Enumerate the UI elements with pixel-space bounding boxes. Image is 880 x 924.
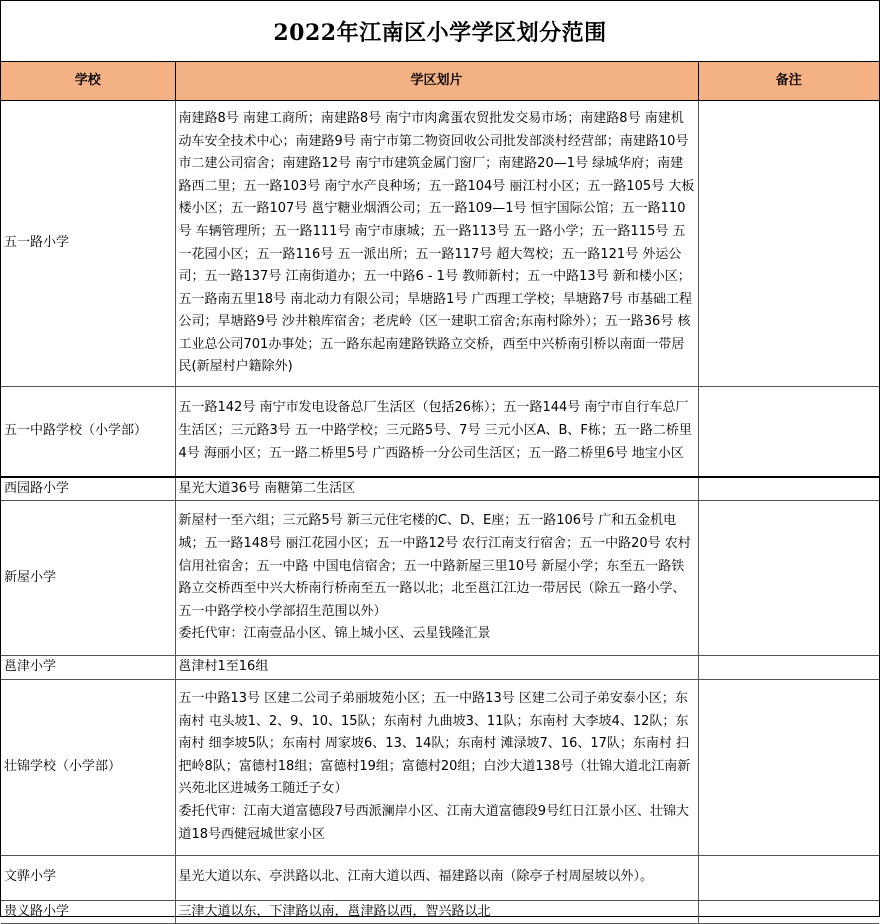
area-text: 五一中路13号 区建二公司子弟丽坡苑小区；五一中路13号 区建二公司子弟安泰小区；东南村 屯头坡1、2、9、10、15队；东南村 九曲坡3、11队；东南村 大李坡4、12队；东南村 细李坡5队；东南村 周家坡6、13、14队；东南村 滩渌坡7、16、17队；东南村 扫把岭8队；富德村18组；富德村19组；富德村20组；白沙大道138号（壮锦大道北江南新兴苑北区进城务工随迁子女）	[178, 691, 691, 797]
note-cell	[698, 900, 879, 924]
note-cell	[698, 387, 879, 477]
school-cell: 壮锦学校（小学部）	[1, 679, 175, 855]
school-cell: 新屋小学	[1, 501, 175, 656]
area-cell: 星光大道36号 南糖第二生活区	[175, 477, 698, 501]
header-school: 学校	[1, 62, 175, 101]
school-cell: 五一中路学校（小学部）	[1, 387, 175, 477]
table-row	[1, 101, 879, 387]
table-row	[1, 656, 879, 680]
delegated-review-text: 委托代审：江南大道富德段7号西派澜岸小区、江南大道富德段9号红日江景小区、壮锦大道18号西健冠城世家小区	[178, 804, 690, 842]
delegated-review-text: 委托代审：江南壹品小区、锦上城小区、云星钱隆汇景	[178, 626, 491, 642]
note-cell	[698, 679, 879, 855]
note-cell	[698, 656, 879, 680]
area-cell	[175, 679, 698, 855]
note-cell	[698, 477, 879, 501]
title-row	[1, 1, 879, 62]
header-area: 学区划片	[175, 62, 698, 101]
table-row	[1, 501, 879, 656]
area-cell: 南建路8号 南建工商所；南建路8号 南宁市肉禽蛋农贸批发交易市场；南建路8号 南建机动车安全技术中心；南建路9号 南宁市第二物资回收公司批发部淡村经营部；南建路10号 市二建公司宿舍；南建路12号 南宁市建筑金属门窗厂；南建路20—1号 绿城华府；南建路西二里；五一路103号 南宁水产良种场；五一路104号 丽江村小区；五一路105号 大板楼小区；五一路107号 邕宁糖业烟酒公司；五一路109—1号 恒宇国际公馆；五一路110号 车辆管理所；五一路111号 南宁市康城；五一路113号 五一路小学；五一路115号 五一花园小区；五一路116号 五一派出所；五一路117号 超大驾校；五一路121号 外运公司；五一路137号 江南街道办；五一中路6 - 1号 教师新村；五一中路13号 新和楼小区；五一路南五里18号 南北动力有限公司；旱塘路1号 广西理工学校；旱塘路7号 市基础工程公司；旱塘路9号 沙井粮库宿舍；老虎岭（区一建职工宿舍;东南村除外）；五一路36号 核工业总公司701办事处；五一路东起南建路铁路立交桥，西至中兴桥南引桥以南面一带居民(新屋村户籍除外)	[175, 101, 698, 387]
table-row	[1, 900, 879, 924]
note-cell	[698, 855, 879, 900]
area-cell: 五一路142号 南宁市发电设备总厂生活区（包括26栋）；五一路144号 南宁市自行车总厂生活区；三元路3号 五一中路学校；三元路5号、7号 三元小区A、B、F栋；五一路二桥里4号 海丽小区；五一路二桥里5号 广西路桥一分公司生活区；五一路二桥里6号 地宝小区	[175, 387, 698, 477]
page-title: 2022年江南区小学学区划分范围	[273, 19, 607, 46]
area-cell	[175, 501, 698, 656]
header-note: 备注	[698, 62, 879, 101]
school-cell: 邕津小学	[1, 656, 175, 680]
area-cell: 邕津村1至16组	[175, 656, 698, 680]
school-cell: 贵义路小学	[1, 900, 175, 924]
area-text: 新屋村一至六组；三元路5号 新三元住宅楼的C、D、E座；五一路106号 广和五金机电城；五一路148号 丽江花园小区；五一中路12号 农行江南支行宿舍；五一中路20号 农村信用社宿舍；五一中路 中国电信宿舍；五一中路新屋三里10号 新屋小学；东至五一路铁路立交桥西至中兴大桥南行桥南至五一路以北；北至邕江江边一带居民（除五一路小学、五一中路学校小学部招生范围以外）	[178, 513, 691, 619]
table-row	[1, 855, 879, 900]
table-row	[1, 387, 879, 477]
table-row	[1, 477, 879, 501]
school-cell: 西园路小学	[1, 477, 175, 501]
school-district-table	[1, 62, 879, 924]
area-cell: 三津大道以东，下津路以南，邕津路以西，智兴路以北	[175, 900, 698, 924]
school-cell: 文骅小学	[1, 855, 175, 900]
school-cell: 五一路小学	[1, 101, 175, 387]
table-row	[1, 679, 879, 855]
note-cell	[698, 101, 879, 387]
header-row	[1, 62, 879, 101]
note-cell	[698, 501, 879, 656]
area-cell: 星光大道以东、亭洪路以北、江南大道以西、福建路以南（除亭子村周屋坡以外）。	[175, 855, 698, 900]
